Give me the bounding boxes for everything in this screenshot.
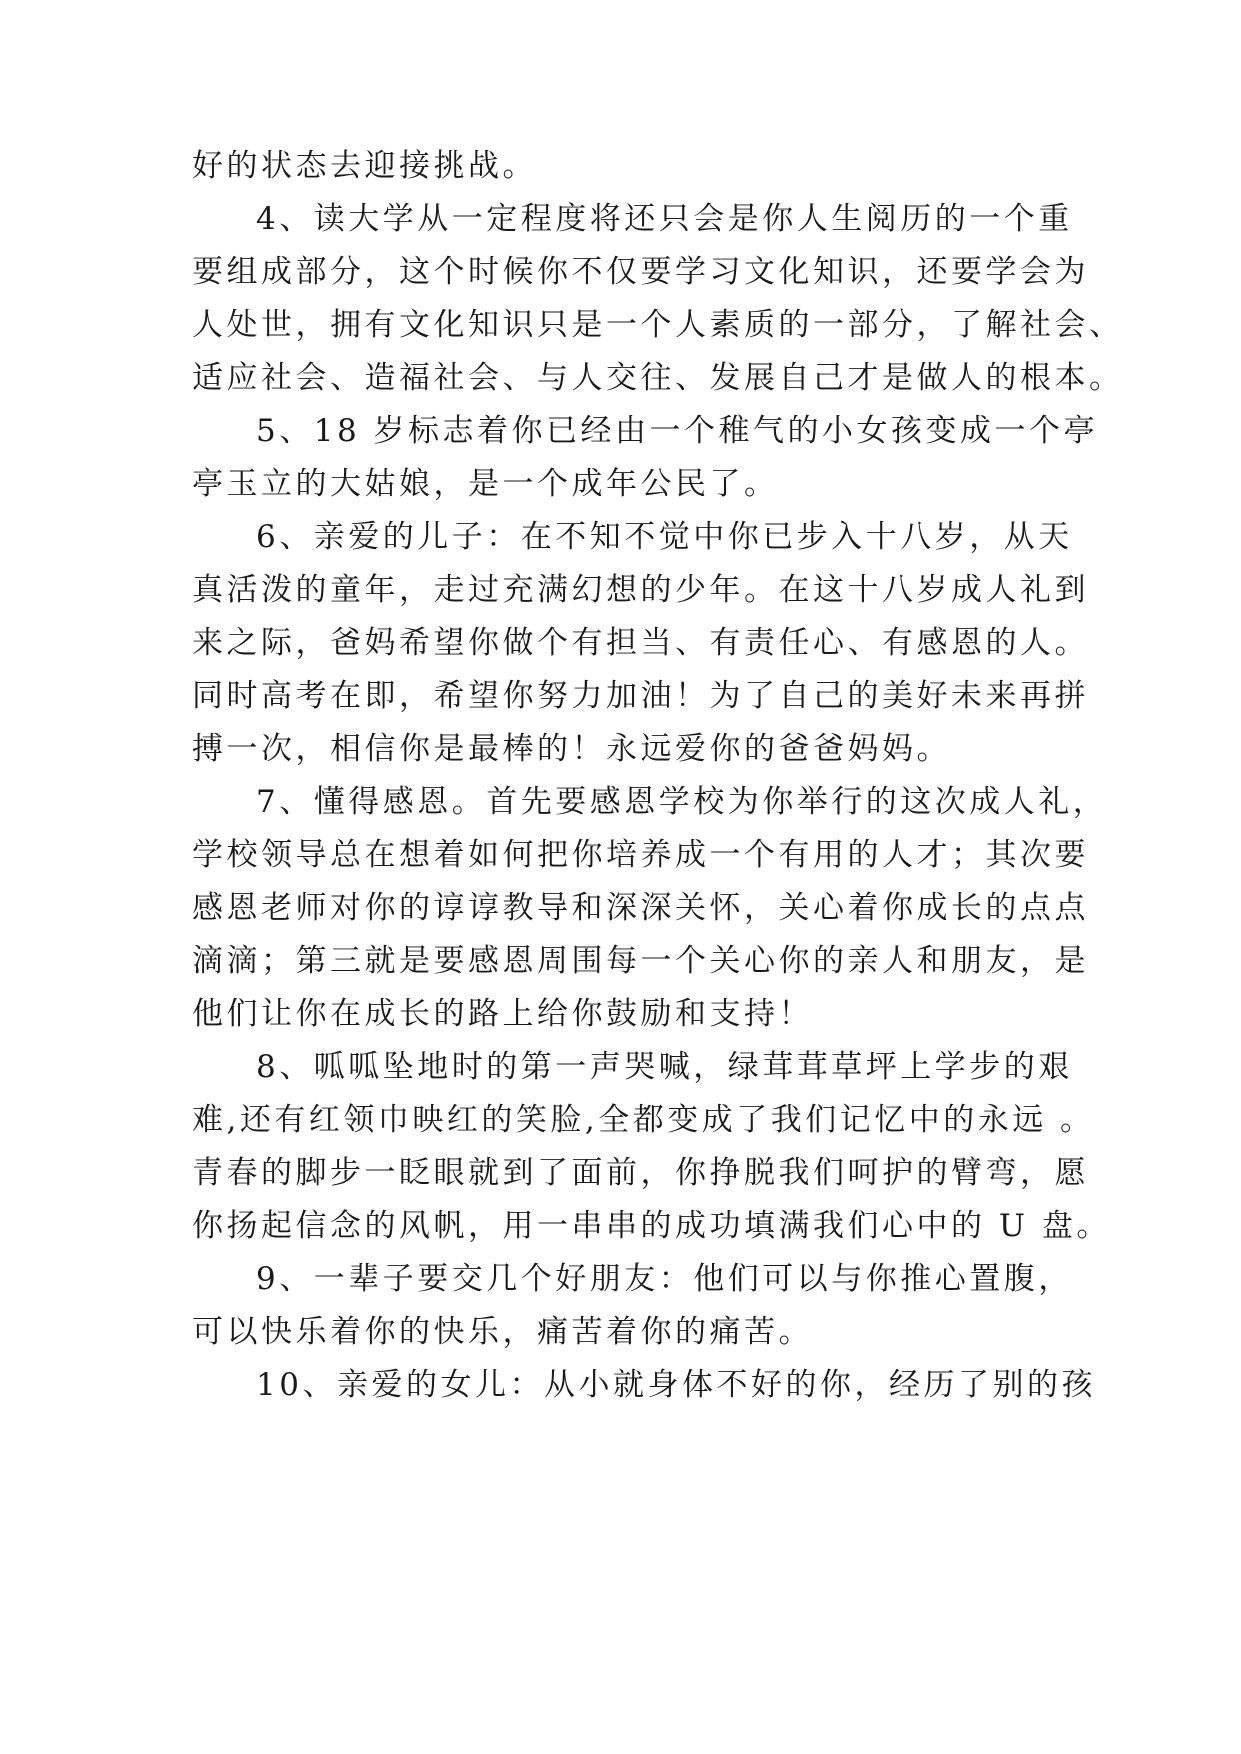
text-line: 7、懂得感恩。首先要感恩学校为你举行的这次成人礼， — [256, 784, 1108, 820]
text-line: 好的状态去迎接挑战。 — [192, 148, 537, 184]
text-line: 要组成部分，这个时候你不仅要学习文化知识，还要学会为 — [192, 254, 1089, 290]
text-line: 他们让你在成长的路上给你鼓励和支持！ — [192, 996, 813, 1032]
text-line: 学校领导总在想着如何把你培养成一个有用的人才；其次要 — [192, 837, 1089, 873]
text-line: 10、亲爱的女儿：从小就身体不好的你，经历了别的孩 — [256, 1367, 1096, 1403]
text-line: 适应社会、造福社会、与人交往、发展自己才是做人的根本。 — [192, 360, 1124, 396]
text-line: 5、18 岁标志着你已经由一个稚气的小女孩变成一个亭 — [256, 413, 1099, 449]
text-line: 搏一次，相信你是最棒的！永远爱你的爸爸妈妈。 — [192, 731, 951, 767]
text-line: 9、一辈子要交几个好朋友：他们可以与你推心置腹， — [256, 1261, 1073, 1297]
text-line: 真活泼的童年，走过充满幻想的少年。在这十八岁成人礼到 — [192, 572, 1089, 608]
text-line: 来之际，爸妈希望你做个有担当、有责任心、有感恩的人。 — [192, 625, 1089, 661]
text-line: 难,还有红领巾映红的笑脸,全都变成了我们记忆中的永远 。 — [192, 1102, 1095, 1138]
text-line: 感恩老师对你的谆谆教导和深深关怀，关心着你成长的点点 — [192, 890, 1089, 926]
text-line: 青春的脚步一眨眼就到了面前，你挣脱我们呵护的臂弯，愿 — [192, 1155, 1089, 1191]
text-line: 可以快乐着你的快乐，痛苦着你的痛苦。 — [192, 1314, 813, 1350]
text-line: 滴滴；第三就是要感恩周围每一个关心你的亲人和朋友，是 — [192, 943, 1089, 979]
text-line: 6、亲爱的儿子：在不知不觉中你已步入十八岁，从天 — [256, 519, 1073, 555]
text-line: 8、呱呱坠地时的第一声哭喊，绿茸茸草坪上学步的艰 — [256, 1049, 1073, 1085]
text-line: 亭玉立的大姑娘，是一个成年公民了。 — [192, 466, 779, 502]
text-line: 4、读大学从一定程度将还只会是你人生阅历的一个重 — [256, 201, 1073, 237]
text-line: 人处世，拥有文化知识只是一个人素质的一部分，了解社会、 — [192, 307, 1124, 343]
text-line: 你扬起信念的风帆，用一串串的成功填满我们心中的 U 盘。 — [192, 1208, 1111, 1244]
text-line: 同时高考在即，希望你努力加油！为了自己的美好未来再拼 — [192, 678, 1089, 714]
